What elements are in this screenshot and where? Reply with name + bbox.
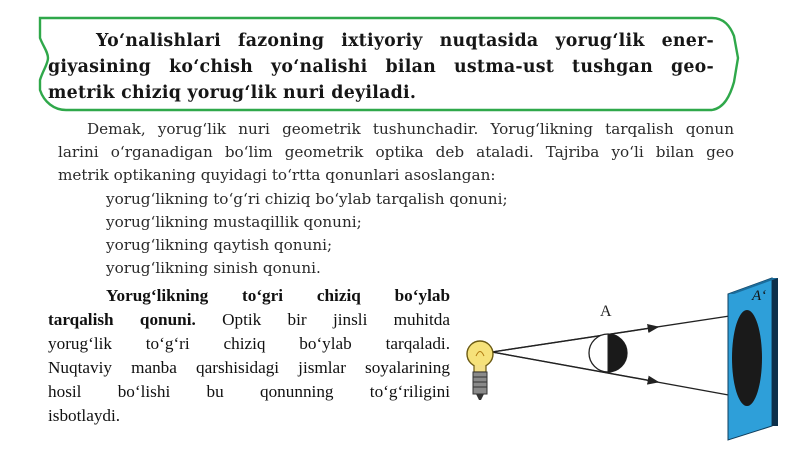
intro-paragraph — [58, 118, 734, 280]
intro-line-3: metrik optikaning quyidagi to‘rtta qonunlari asoslangan: — [58, 166, 496, 185]
shadow-diagram — [462, 272, 782, 444]
section-line-2 — [48, 308, 450, 332]
callout-line-2: giyasining ko‘chish yo‘nalishi bilan ustma-ust tushgan geo- — [48, 57, 714, 77]
label-a-prime: A‘ — [752, 288, 767, 304]
section-line-4: Nuqtaviy manba qarshisidagi jismlar soyalarining — [48, 358, 450, 377]
upper-ray-arrow — [492, 327, 658, 352]
shadow-ellipse — [732, 310, 762, 406]
lower-ray-arrow — [492, 352, 658, 382]
intro-line-2: larini o‘rganadigan bo‘lim geometrik optika deb ataladi. Tajriba yo‘li bilan geo — [58, 143, 734, 162]
law-item: yorug‘likning to‘g‘ri chiziq bo‘ylab tarqalish qonuni; — [106, 189, 508, 208]
intro-line-1: Demak, yorug‘lik nuri geometrik tushunchadir. Yorug‘likning tarqalish qonun — [87, 120, 734, 138]
section-line-5: hosil bo‘lishi bu qonunning to‘g‘riligini — [48, 382, 450, 401]
section-line-2-text: Optik bir jinsli muhitda — [195, 310, 450, 329]
section-line-3: yorug‘lik to‘g‘ri chiziq bo‘ylab tarqaladi. — [48, 334, 450, 353]
section-heading-part-2: tarqalish qonuni. — [48, 310, 196, 329]
section-line-6: isbotlaydi. — [48, 406, 121, 425]
law-item: yorug‘likning qaytish qonuni; — [106, 236, 333, 255]
law-item: yorug‘likning mustaqillik qonuni; — [106, 212, 362, 231]
section-heading-part-1: Yorug‘likning to‘gri chiziq bo‘ylab — [106, 286, 450, 305]
definition-callout — [48, 28, 714, 106]
label-a: A — [600, 303, 612, 320]
callout-line-3: metrik chiziq yorug‘lik nuri deyiladi. — [48, 83, 417, 103]
callout-line-1: Yo‘nalishlari fazoning ixtiyoriy nuqtasida yorug‘lik ener- — [96, 31, 714, 51]
law-item: yorug‘likning sinish qonuni. — [106, 259, 321, 278]
light-bulb-icon — [467, 341, 493, 400]
object-dark-half — [608, 334, 627, 372]
screen-side — [772, 278, 778, 426]
rectilinear-propagation-paragraph — [48, 284, 450, 428]
section-line-1 — [48, 284, 450, 308]
